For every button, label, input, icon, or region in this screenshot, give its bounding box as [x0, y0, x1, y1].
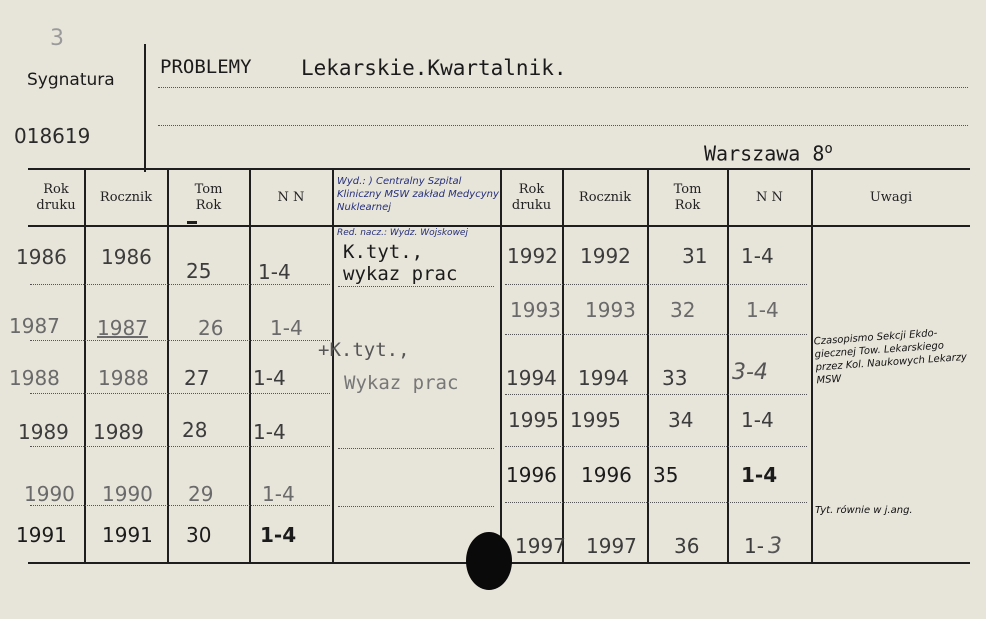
left-row6-rocznik: 1991	[102, 523, 153, 547]
left-row4-rok: 1989	[18, 420, 69, 444]
signature-divider	[144, 44, 146, 172]
header-rocznik: Rocznik	[99, 190, 153, 205]
left-row2-rocznik: 1987	[97, 316, 148, 340]
right-row1-nn: 1-4	[741, 244, 774, 268]
header-tom-rok: Tom Rok	[194, 182, 223, 213]
left-row3-rocznik: 1988	[98, 366, 149, 390]
corner-mark: 3	[50, 26, 64, 51]
col-divider	[727, 170, 729, 562]
right-row3-tom: 33	[662, 366, 688, 390]
right-row5-rok: 1996	[506, 463, 557, 487]
title-rest: Lekarskie.Kwartalnik.	[301, 56, 567, 80]
right-row6-nn-handwritten: 3	[767, 534, 782, 559]
left-row1-nn: 1-4	[258, 260, 291, 284]
left-row3-tom: 27	[184, 366, 210, 390]
right-row4-rok: 1995	[508, 408, 559, 432]
header-rok-druku-right: Rok druku	[511, 182, 552, 213]
header-nn: N N	[277, 190, 305, 205]
col-divider	[562, 170, 564, 562]
left-row3-nn: 1-4	[253, 366, 286, 390]
right-row5-tom: 35	[653, 463, 679, 487]
left-row6-rok: 1991	[16, 523, 67, 547]
uwagi-note-1: Czasopismo Sekcji Ekdo- giecznej Tow. Lekarskiego przez Kol. Naukowych Lekarzy MSW	[813, 327, 968, 387]
right-row1-tom: 31	[682, 244, 708, 268]
table-top-rule	[28, 168, 970, 170]
right-row4-tom: 34	[668, 408, 694, 432]
header-uwagi: Uwagi	[869, 190, 913, 205]
title-first-word: PROBLEMY	[160, 56, 252, 78]
col-divider	[811, 170, 813, 562]
right-row5-nn: 1-4	[741, 463, 778, 487]
right-row3-rok: 1994	[506, 366, 557, 390]
publisher-note: Wyd.: ) Centralny Szpital Kliniczny MSW zakład Medycyny Nuklearnej	[337, 176, 499, 213]
left-row3-rok: 1988	[9, 366, 60, 390]
place-format: Warszawa 8$^o$	[704, 141, 833, 166]
col-divider	[167, 170, 169, 562]
right-row2-tom: 32	[670, 298, 696, 322]
left-row5-tom: 29	[188, 482, 214, 506]
format-degree: o	[824, 141, 833, 157]
left-row5-nn: 1-4	[262, 482, 295, 506]
left-row1-tom: 25	[186, 259, 212, 283]
uwagi-note-2: Tyt. równie w j.ang.	[815, 505, 913, 516]
table-header-rule	[28, 225, 970, 227]
header-nn-right: N N	[756, 190, 783, 205]
right-row3-nn: 3-4	[732, 360, 768, 385]
col-divider-center	[500, 170, 502, 562]
left-row6-nn: 1-4	[260, 523, 297, 547]
left-row4-rocznik: 1989	[93, 420, 144, 444]
wykaz-prac-2: Wykaz prac	[344, 372, 459, 394]
right-row2-nn: 1-4	[746, 298, 779, 322]
k-tyt-2: +K.tyt.,	[318, 339, 410, 361]
editor-note: Red. nacz.: Wydz. Wojskowej	[337, 228, 468, 238]
signature-number: 018619	[14, 124, 91, 148]
left-row6-tom: 30	[186, 523, 212, 547]
left-row5-rok: 1990	[24, 482, 75, 506]
right-row6-nn: 1- 3	[744, 534, 782, 559]
right-row3-rocznik: 1994	[578, 366, 629, 390]
col-divider	[249, 170, 251, 562]
left-row2-rok: 1987	[9, 314, 60, 338]
col-divider	[332, 170, 334, 562]
left-row1-rok: 1986	[16, 245, 67, 269]
right-row1-rok: 1992	[507, 244, 558, 268]
left-row2-tom: 26	[198, 316, 224, 340]
header-tom-rok-right: Tom Rok	[673, 182, 702, 213]
right-row6-rocznik: 1997	[586, 534, 637, 558]
header-mark	[187, 221, 197, 224]
title-dotted-line	[158, 87, 968, 88]
punch-hole	[466, 532, 512, 590]
signature-label: Sygnatura	[27, 70, 115, 90]
left-row2-nn: 1-4	[270, 316, 303, 340]
right-row1-rocznik: 1992	[580, 244, 631, 268]
right-row4-rocznik: 1995	[570, 408, 621, 432]
right-row2-rok: 1993	[510, 298, 561, 322]
right-row6-tom: 36	[674, 534, 700, 558]
right-row6-rok: 1997	[515, 534, 566, 558]
header-rocznik-right: Rocznik	[578, 190, 632, 205]
title-dotted-line-2	[158, 125, 968, 126]
wykaz-prac-1: wykaz prac	[343, 263, 458, 285]
left-row4-nn: 1-4	[253, 420, 286, 444]
right-row2-rocznik: 1993	[585, 298, 636, 322]
left-row5-rocznik: 1990	[102, 482, 153, 506]
right-row4-nn: 1-4	[741, 408, 774, 432]
left-row4-tom: 28	[182, 418, 208, 442]
col-divider	[647, 170, 649, 562]
k-tyt-1: K.tyt.,	[343, 241, 424, 263]
col-divider	[84, 170, 86, 562]
right-row5-rocznik: 1996	[581, 463, 632, 487]
left-row1-rocznik: 1986	[101, 245, 152, 269]
header-rok-druku: Rok druku	[36, 182, 76, 213]
